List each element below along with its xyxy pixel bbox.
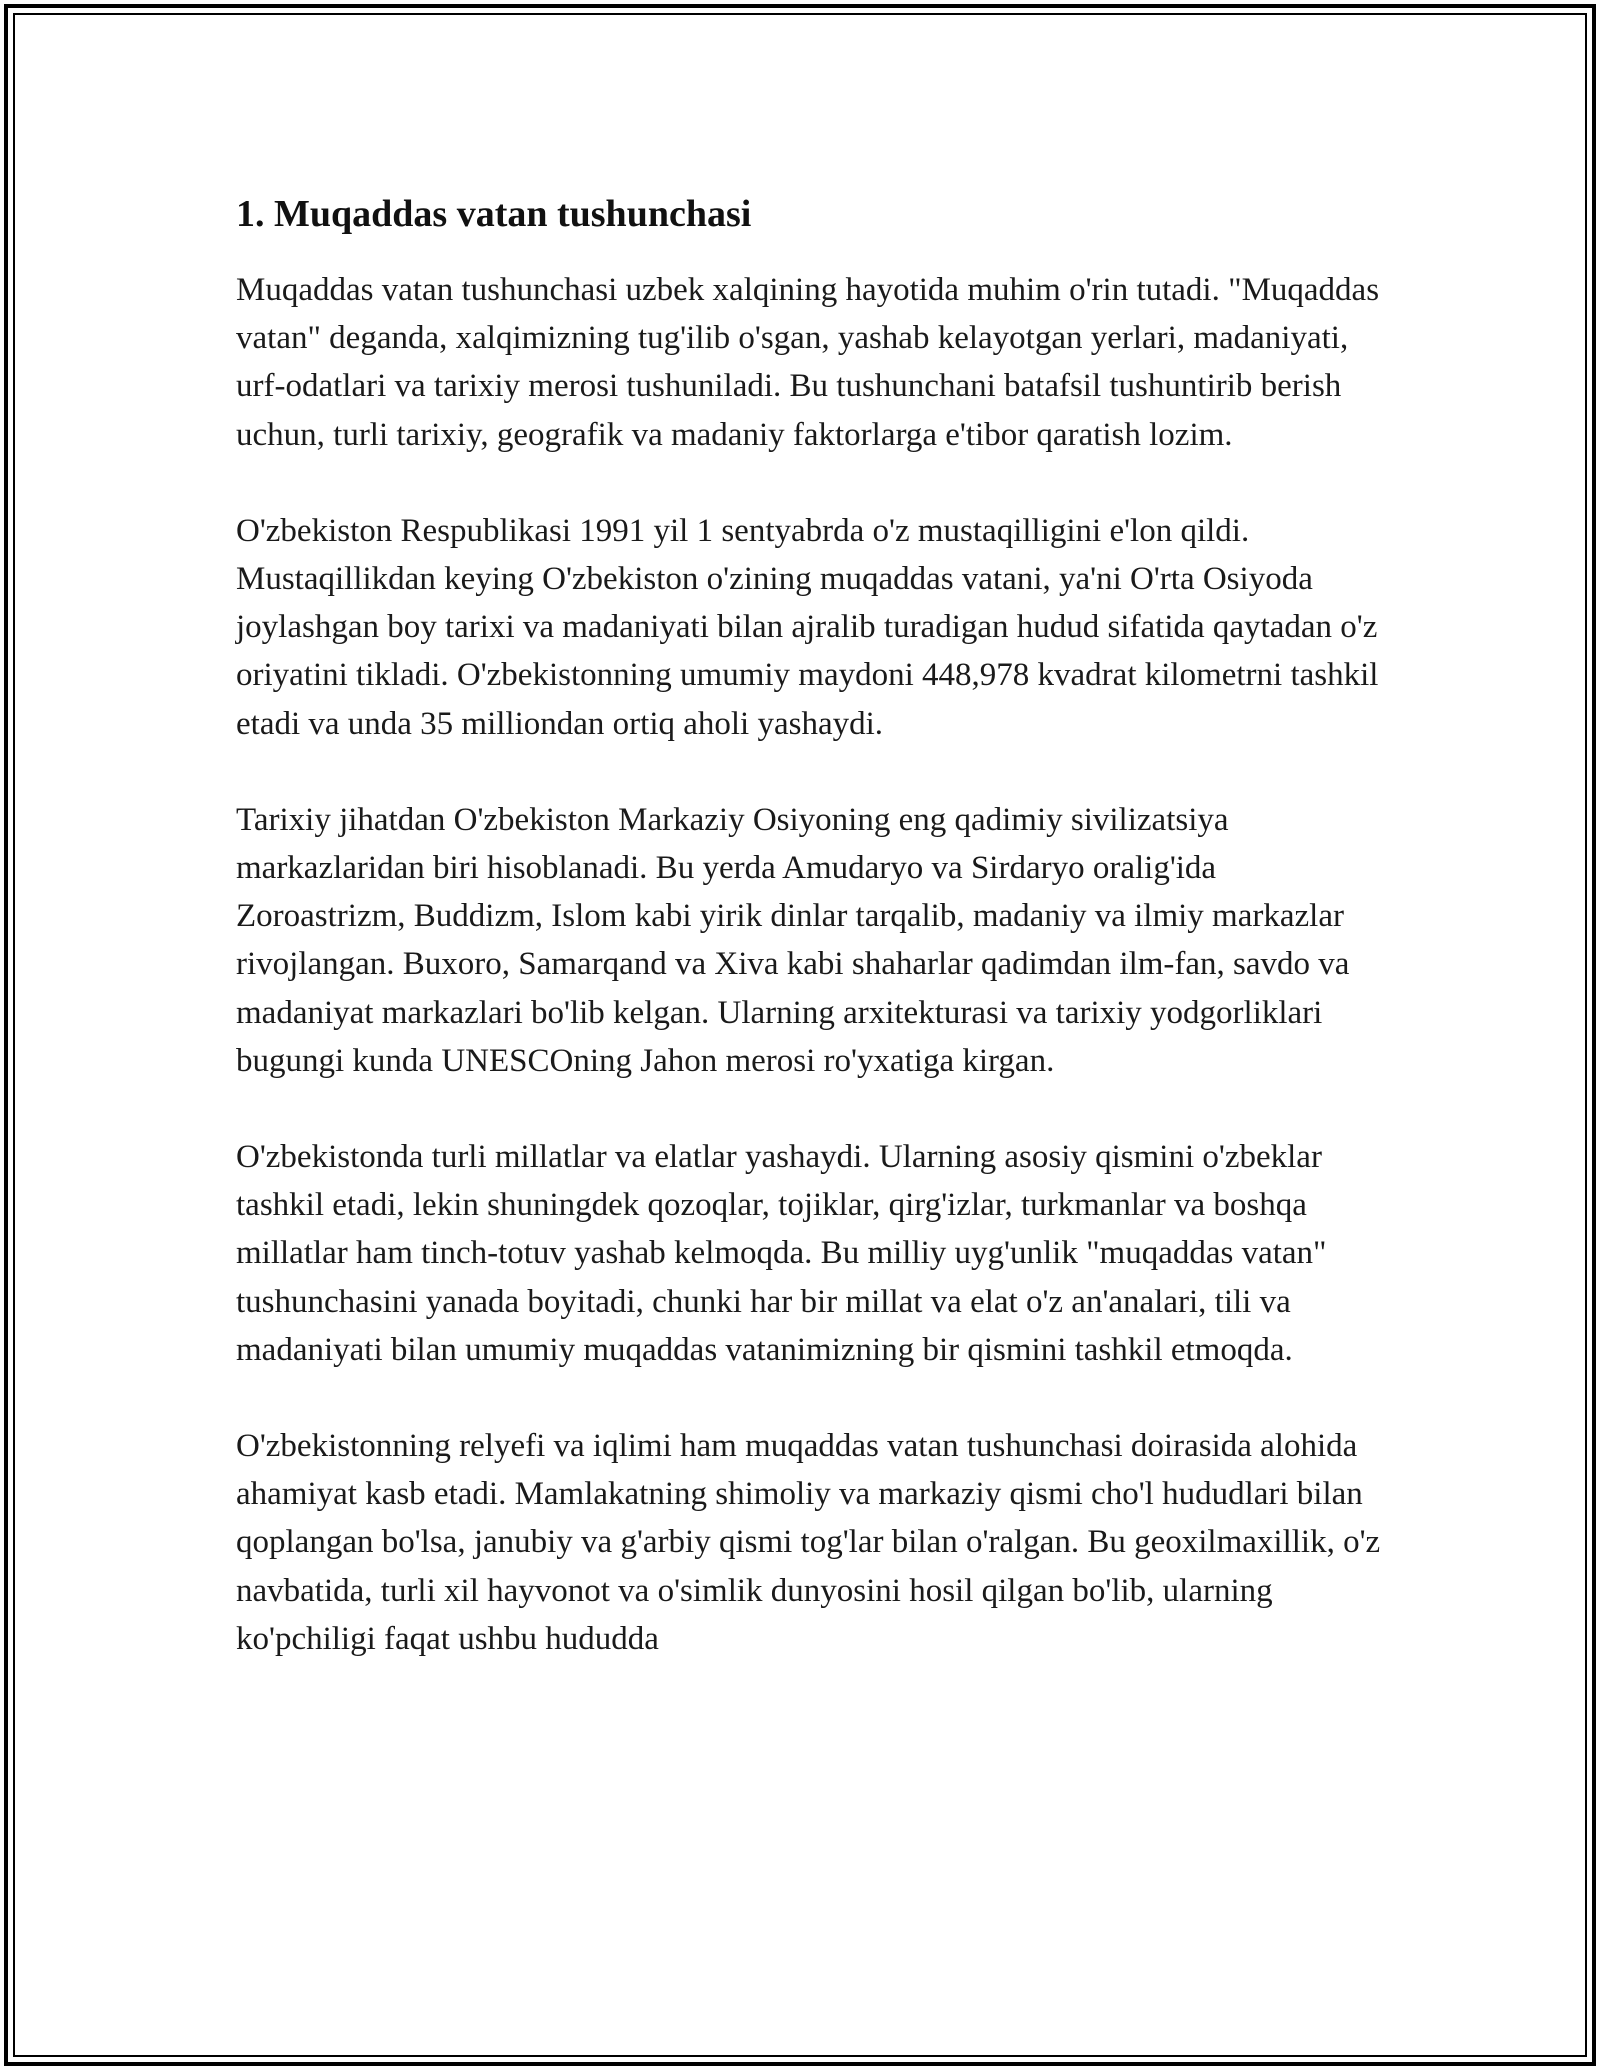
- paragraph-intro: Muqaddas vatan tushunchasi uzbek xalqining hayotida muhim o'rin tutadi. "Muqaddas vatan" deganda, xalqimizning tug'ilib o'sgan, yashab kelayotgan yerlari, madaniyati, urf-odatlari va tarixiy merosi tushuniladi. Bu tushunchani batafsil tushuntirib berish uchun, turli tarixiy, geografik va madaniy faktorlarga e'tibor qaratish lozim.: [236, 272, 1380, 453]
- paragraph-geography: O'zbekistonning relyefi va iqlimi ham muqaddas vatan tushunchasi doirasida alohida ahamiyat kasb etadi. Mamlakatning shimoliy va markaziy qismi cho'l hududlari bilan qoplangan bo'lsa, janubiy va g'arbiy qismi tog'lar bilan o'ralgan. Bu geoxilmaxillik, o'z navbatida, turli xil hayvonot va o'simlik dunyosini hosil qilgan bo'lib, ularning ko'pchiligi faqat ushbu hududda: [236, 1428, 1381, 1657]
- section-title: 1. Muqaddas vatan tushunchasi: [236, 193, 752, 235]
- document-body: [236, 190, 1386, 1711]
- paragraph-history: Tarixiy jihatdan O'zbekiston Markaziy Osiyoning eng qadimiy sivilizatsiya markazlaridan biri hisoblanadi. Bu yerda Amudaryo va Sirdaryo oralig'ida Zoroastrizm, Buddizm, Islom kabi yirik dinlar tarqalib, madaniy va ilmiy markazlar rivojlangan. Buxoro, Samarqand va Xiva kabi shaharlar qadimdan ilm-fan, savdo va madaniyat markazlari bo'lib kelgan. Ularning arxitekturasi va tarixiy yodgorliklari bugungi kunda UNESCOning Jahon merosi ro'yxatiga kirgan.: [236, 801, 1350, 1079]
- paragraph-nations: O'zbekistonda turli millatlar va elatlar yashaydi. Ularning asosiy qismini o'zbeklar tashkil etadi, lekin shuningdek qozoqlar, tojiklar, qirg'izlar, turkmanlar va boshqa millatlar ham tinch-totuv yashab kelmoqda. Bu milliy uyg'unlik "muqaddas vatan" tushunchasini yanada boyitadi, chunki har bir millat va elat o'z an'analari, tili va madaniyati bilan umumiy muqaddas vatanimizning bir qismini tashkil etmoqda.: [236, 1139, 1327, 1368]
- paragraph-independence: O'zbekiston Respublikasi 1991 yil 1 sentyabrda o'z mustaqilligini e'lon qildi. Mustaqillikdan keying O'zbekiston o'zining muqaddas vatani, ya'ni O'rta Osiyoda joylashgan boy tarixi va madaniyati bilan ajralib turadigan hudud sifatida qaytadan o'z oriyatini tikladi. O'zbekistonning umumiy maydoni 448,978 kvadrat kilometrni tashkil etadi va unda 35 milliondan ortiq aholi yashaydi.: [236, 512, 1379, 742]
